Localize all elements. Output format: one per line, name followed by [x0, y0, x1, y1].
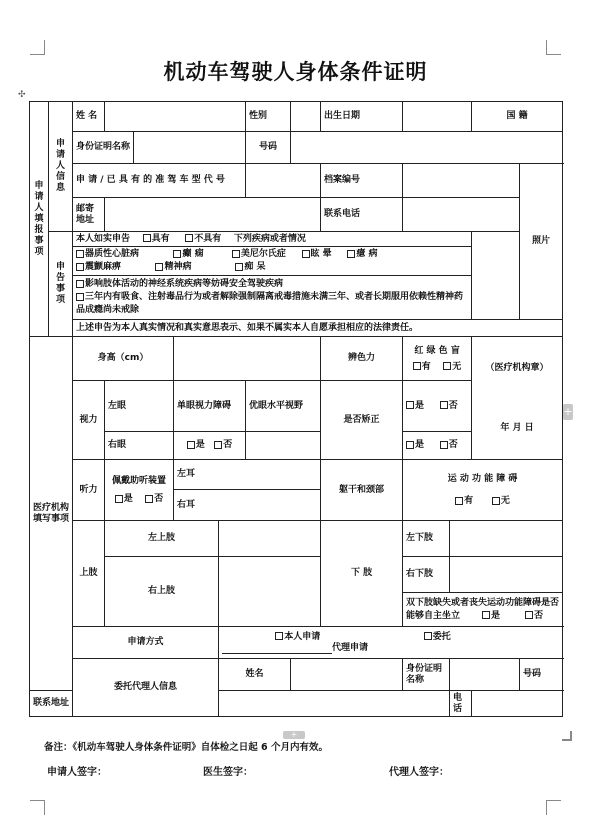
have-checkbox[interactable]: [143, 234, 151, 242]
left-ear-label: 左耳: [174, 460, 321, 490]
monocular-yes-label: 是: [195, 440, 205, 450]
monocular-no-label: 否: [223, 440, 233, 450]
right-lower-limb-label: 右下肢: [403, 557, 450, 593]
disease-list-row-2: [73, 276, 472, 320]
applicant-info-label: 申请人信息: [49, 102, 73, 232]
address-field[interactable]: [105, 198, 321, 232]
left-upper-limb-label: 左上肢: [105, 521, 219, 557]
disease-10-checkbox[interactable]: [76, 293, 84, 301]
right-eye-label: 右眼: [105, 432, 174, 460]
disease-8-label: 痴 呆: [244, 262, 266, 272]
hearing-aid-no-label: 否: [154, 494, 164, 504]
doctor-signature-label: 医生签字：: [203, 767, 253, 778]
right-corrected-yes-checkbox[interactable]: [406, 441, 414, 449]
agent-phone-label: 电话: [450, 691, 472, 717]
hearing-aid-label: 佩戴助听装置: [111, 476, 166, 486]
hearing-aid-cell: [105, 460, 174, 521]
gender-field[interactable]: [291, 102, 321, 132]
disease-3-checkbox[interactable]: [232, 250, 240, 258]
agent-address-field[interactable]: [219, 691, 450, 717]
declare-statement: 上述申告为本人真实情况和真实意思表示、如果不属实本人自愿承担相应的法律责任。: [73, 320, 563, 337]
corrected-label: 是否矫正: [321, 381, 403, 460]
disease-10-label: 三年内有吸食、注射毒品行为或者解除强制隔离戒毒措施未满三年、或者长期服用依赖性精神药品成瘾尚未戒除: [76, 292, 464, 315]
disease-list-row-1: [73, 247, 472, 276]
agent-address-label: 联系地址: [30, 691, 73, 717]
disease-5-checkbox[interactable]: [347, 250, 355, 258]
right-corrected-no-label: 否: [448, 440, 458, 450]
right-corrected-cell: [403, 432, 472, 460]
left-corrected-yes-label: 是: [415, 400, 425, 411]
motor-no-label: 无: [500, 496, 510, 506]
left-lower-limb-label: 左下肢: [403, 521, 450, 557]
left-corrected-no-checkbox[interactable]: [440, 401, 448, 409]
insert-column-handle-icon[interactable]: +: [563, 405, 573, 418]
vehicle-type-label: 申 请 / 已 具 有 的 准 驾 车 型 代 号: [73, 164, 246, 198]
agent-name-field[interactable]: [291, 659, 403, 691]
right-ear-label: 右耳: [174, 490, 321, 521]
disease-5-label: 癔 病: [356, 249, 378, 259]
hearing-aid-no-checkbox[interactable]: [145, 495, 153, 503]
not-have-checkbox[interactable]: [185, 234, 193, 242]
motor-no-checkbox[interactable]: [492, 497, 500, 505]
color-blind-yes-label: 有: [421, 361, 431, 372]
birth-label: 出生日期: [321, 102, 403, 132]
applicant-signature-label: 申请人签字：: [47, 767, 107, 778]
right-upper-limb-field[interactable]: [219, 557, 321, 627]
gender-label: 性别: [246, 102, 291, 132]
corner-mark-top-left: [30, 40, 45, 55]
motor-yes-label: 有: [464, 496, 474, 506]
table-resize-handle-icon[interactable]: [562, 731, 572, 741]
lower-question-no-label: 否: [534, 610, 544, 621]
motor-cell: [403, 460, 563, 521]
disease-6-checkbox[interactable]: [76, 263, 84, 271]
disease-3-label: 美尼尔氏症: [240, 249, 286, 259]
left-corrected-cell: [403, 381, 472, 432]
monocular-label: 单眼视力障碍: [174, 381, 246, 432]
lower-question-yes-checkbox[interactable]: [482, 611, 490, 619]
upper-limb-label: 上肢: [73, 521, 105, 627]
agent-info-label: 委托代理人信息: [73, 659, 219, 717]
name-label: 姓 名: [73, 102, 105, 132]
certificate-form-table: [29, 101, 563, 717]
agent-name-label: 姓名: [219, 659, 291, 691]
footnote: 备注：《机动车驾驶人身体条件证明》自体检之日起 6 个月内有效。: [44, 742, 328, 753]
disease-9-checkbox[interactable]: [76, 280, 84, 288]
self-apply-checkbox[interactable]: [275, 632, 283, 640]
not-have-label: 不具有: [194, 233, 222, 244]
right-upper-limb-label: 右上肢: [105, 557, 219, 627]
institution-date: 年 月 日: [500, 423, 534, 433]
lower-question-yes-label: 是: [490, 610, 500, 621]
corner-mark-bottom-left: [30, 800, 45, 815]
monocular-options: [174, 432, 246, 460]
photo-box: 照片: [520, 164, 563, 320]
method-label: 申请方式: [73, 627, 219, 659]
entrust-checkbox[interactable]: [424, 632, 432, 640]
entrust-label: 委托: [432, 631, 451, 642]
left-corrected-no-label: 否: [448, 400, 458, 411]
id-number-label: 号码: [246, 132, 291, 164]
id-number-field[interactable]: [291, 132, 563, 164]
disease-7-checkbox[interactable]: [155, 263, 163, 271]
disease-1-checkbox[interactable]: [76, 250, 84, 258]
color-vision-label: 辨色力: [321, 337, 403, 381]
disease-1-label: 器质性心脏病: [85, 249, 140, 259]
hearing-aid-yes-checkbox[interactable]: [115, 495, 123, 503]
applicant-section-label: 申请人填报事项: [30, 102, 49, 337]
declare-intro-row: [73, 232, 472, 247]
self-apply-label: 本人申请: [284, 631, 321, 642]
have-label: 具有: [151, 233, 170, 244]
agent-phone-field[interactable]: [472, 691, 563, 717]
lower-limb-label: 下 肢: [321, 521, 403, 627]
declare-label: 申告事项: [49, 232, 73, 337]
height-field[interactable]: [174, 337, 321, 381]
color-blind-no-label: 无: [452, 361, 462, 372]
lower-question-cell: [403, 593, 563, 627]
id-doc-field[interactable]: [134, 132, 246, 164]
disease-7-label: 精神病: [164, 262, 192, 272]
agent-apply-label: 代理申请: [332, 642, 369, 653]
color-blind-yes-checkbox[interactable]: [413, 362, 421, 370]
corner-mark-top-right: [546, 40, 561, 55]
hearing-aid-yes-label: 是: [123, 494, 133, 504]
monocular-no-checkbox[interactable]: [214, 441, 222, 449]
page-title: 机动车驾驶人身体条件证明: [163, 59, 428, 84]
method-options: [219, 627, 563, 659]
color-blind-cell: [403, 337, 472, 381]
left-lower-limb-field[interactable]: [450, 521, 563, 557]
disease-2-label: 癫 痫: [182, 249, 204, 259]
trunk-neck-label: 躯干和颈部: [321, 460, 403, 521]
vision-label: 视力: [73, 381, 105, 460]
corner-mark-bottom-right: [546, 800, 561, 815]
left-upper-limb-field[interactable]: [219, 521, 321, 557]
agent-signature-label: 代理人签字：: [389, 767, 449, 778]
color-blind-text: 红 绿 色 盲: [414, 345, 460, 356]
disease-6-label: 震颤麻痹: [85, 262, 122, 272]
table-move-handle-icon[interactable]: ✣: [18, 90, 26, 100]
vehicle-type-field[interactable]: [246, 164, 321, 198]
right-corrected-yes-label: 是: [415, 440, 425, 450]
lower-question-text: 双下肢缺失或者丧失运动功能障碍是否能够自主坐立: [406, 597, 560, 621]
nationality-label: 国 籍: [472, 102, 563, 132]
color-blind-no-checkbox[interactable]: [443, 362, 451, 370]
archive-no-label: 档案编号: [321, 164, 403, 198]
good-eye-label: 优眼水平视野: [246, 381, 321, 432]
declare-intro-text: 本人如实申告: [76, 233, 131, 244]
birth-field[interactable]: [403, 102, 472, 132]
height-label: 身高（cm）: [73, 337, 174, 381]
name-field[interactable]: [105, 102, 246, 132]
left-corrected-yes-checkbox[interactable]: [406, 401, 414, 409]
disease-9-label: 影响肢体活动的神经系统疾病等妨碍安全驾驶疾病: [85, 279, 284, 289]
address-label: 邮寄地址: [73, 198, 105, 232]
lower-question-no-checkbox[interactable]: [525, 611, 533, 619]
disease-2-checkbox[interactable]: [173, 250, 181, 258]
phone-label: 联系电话: [321, 198, 403, 232]
id-doc-label: 身份证明名称: [73, 132, 134, 164]
medical-section-label: 医疗机构填写事项: [30, 337, 73, 691]
motor-yes-checkbox[interactable]: [455, 497, 463, 505]
disease-4-checkbox[interactable]: [302, 250, 310, 258]
disease-4-label: 眩 晕: [310, 249, 332, 259]
right-lower-limb-field[interactable]: [450, 557, 563, 593]
institution-stamp-cell: [472, 337, 563, 460]
left-eye-label: 左眼: [105, 381, 174, 432]
good-eye-field[interactable]: [246, 432, 321, 460]
right-corrected-no-checkbox[interactable]: [440, 441, 448, 449]
agent-id-doc-label: 身份证明名称: [403, 659, 450, 691]
agent-id-no-label: 号码: [520, 659, 563, 691]
insert-row-handle-icon[interactable]: +: [283, 731, 305, 739]
declare-tail-text: 下列疾病或者情况: [233, 233, 306, 244]
entrust-blank-field[interactable]: [222, 653, 332, 654]
hearing-label: 听力: [73, 460, 105, 521]
motor-label: 运 动 功 能 障 碍: [447, 474, 518, 484]
disease-8-checkbox[interactable]: [235, 263, 243, 271]
monocular-yes-checkbox[interactable]: [187, 441, 195, 449]
institution-stamp-label: （医疗机构章）: [485, 363, 549, 373]
agent-id-doc-field[interactable]: [450, 659, 520, 691]
archive-no-field[interactable]: [403, 164, 520, 198]
phone-field[interactable]: [403, 198, 520, 232]
